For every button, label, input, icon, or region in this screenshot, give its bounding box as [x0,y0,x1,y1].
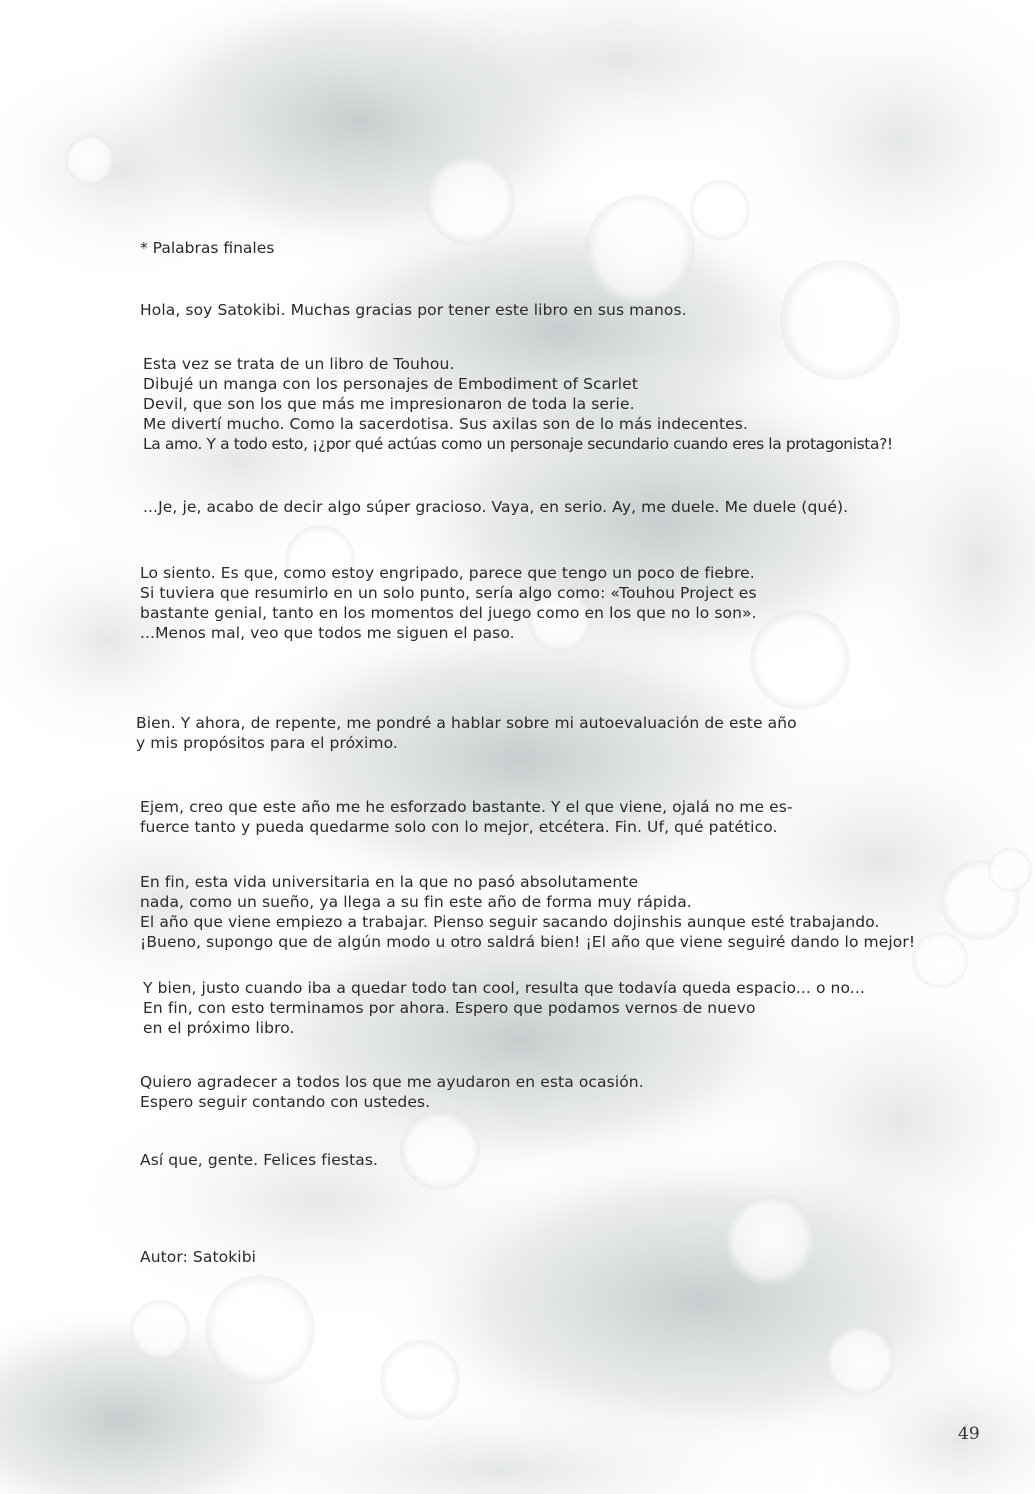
paragraph-line: ...Menos mal, veo que todos me siguen el paso. [140,624,515,642]
paragraph-line: Espero seguir contando con ustedes. [140,1093,431,1111]
paragraph-line: en el próximo libro. [143,1019,295,1037]
paragraph-line: La amo. Y a todo esto, ¡¿por qué actúas como un personaje secundario cuando eres la protagonista?! [143,435,893,453]
paragraph-line: Dibujé un manga con los personajes de Embodiment of Scarlet [143,375,638,393]
paragraph-line: Si tuviera que resumirlo en un solo punto, sería algo como: «Touhou Project es [140,584,757,602]
paragraph-line: Me divertí mucho. Como la sacerdotisa. Sus axilas son de lo más indecentes. [143,415,748,433]
author-credit: Autor: Satokibi [140,1248,257,1266]
paragraph-line: fuerce tanto y pueda quedarme solo con lo mejor, etcétera. Fin. Uf, qué patético. [140,818,778,836]
paragraph-line: ¡Bueno, supongo que de algún modo u otro saldrá bien! ¡El año que viene seguiré dando lo mejor! [140,933,916,951]
paragraph-line: Devil, que son los que más me impresionaron de toda la serie. [143,395,635,413]
paragraph-line: El año que viene empiezo a trabajar. Pienso seguir sacando dojinshis aunque esté trabajando. [140,913,880,931]
paragraph-line: En fin, con esto terminamos por ahora. Espero que podamos vernos de nuevo [143,999,756,1017]
paragraph-line: Bien. Y ahora, de repente, me pondré a hablar sobre mi autoevaluación de este año [136,714,797,732]
paragraph-line: Ejem, creo que este año me he esforzado bastante. Y el que viene, ojalá no me es- [140,798,793,816]
page-number: 49 [958,1424,980,1444]
paragraph-line: y mis propósitos para el próximo. [136,734,398,752]
paragraph-line: Así que, gente. Felices fiestas. [140,1151,379,1169]
paragraph-line: bastante genial, tanto en los momentos del juego como en los que no lo son». [140,604,757,622]
paragraph-line: Quiero agradecer a todos los que me ayudaron en esta ocasión. [140,1073,644,1091]
paragraph-line: Hola, soy Satokibi. Muchas gracias por tener este libro en sus manos. [140,301,687,319]
paragraph-line: Esta vez se trata de un libro de Touhou. [143,355,455,373]
paragraph-line: ...Je, je, acabo de decir algo súper gracioso. Vaya, en serio. Ay, me duele. Me duele (qué). [143,498,849,516]
section-heading: * Palabras finales [140,239,275,257]
paragraph-line: nada, como un sueño, ya llega a su fin este año de forma muy rápida. [140,893,692,911]
paragraph-line: En fin, esta vida universitaria en la que no pasó absolutamente [140,873,639,891]
paragraph-line: Lo siento. Es que, como estoy engripado, parece que tengo un poco de fiebre. [140,564,755,582]
paragraph-line: Y bien, justo cuando iba a quedar todo tan cool, resulta que todavía queda espacio... o no... [143,979,865,997]
